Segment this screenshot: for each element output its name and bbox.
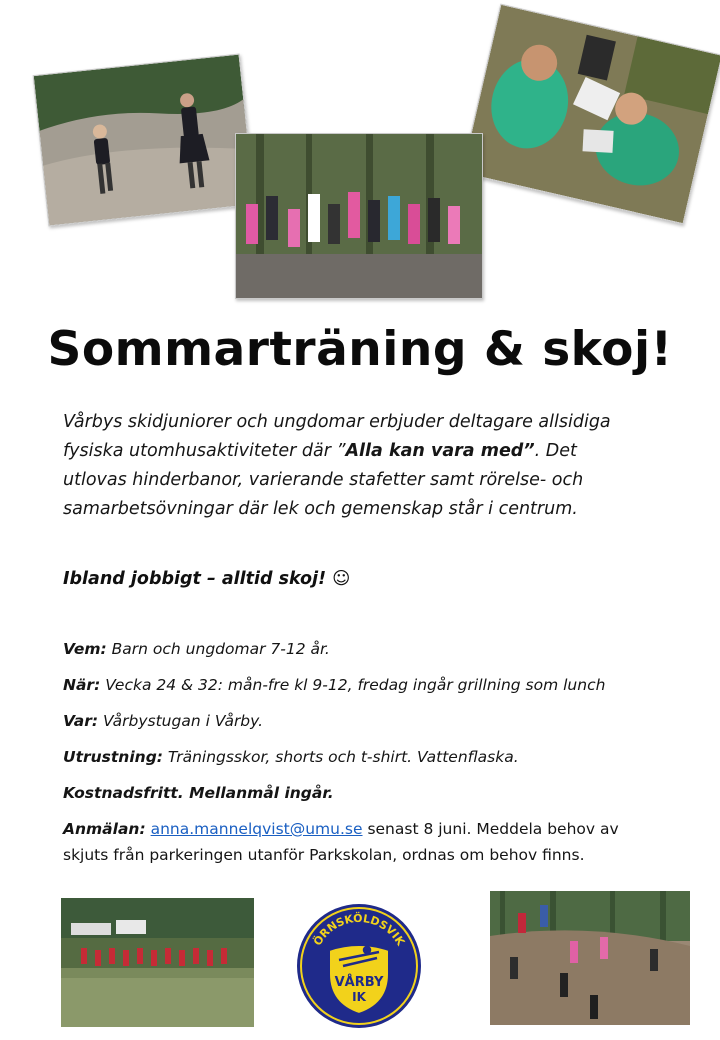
logo-club-line1: VÅRBY <box>334 975 384 990</box>
poster-title: Sommarträning & skoj! <box>47 322 673 377</box>
detail-cost: Kostnadsfritt. Mellanmål ingår. <box>63 784 334 802</box>
photo-group-jumping-in-forest <box>235 133 483 299</box>
tagline: Ibland jobbigt – alltid skoj! ☺ <box>63 569 351 589</box>
photo-kids-reading-map <box>461 4 720 225</box>
intro-emphasis: Alla kan vara med” <box>345 441 535 461</box>
detail-signup <box>63 820 619 838</box>
detail-who <box>63 640 330 658</box>
detail-equipment-label: Utrustning: <box>63 748 163 766</box>
detail-equipment <box>63 748 519 766</box>
detail-who-value: Barn och ungdomar 7-12 år. <box>106 640 330 658</box>
detail-signup-label: Anmälan: <box>63 820 146 838</box>
logo-top-text: ÖRNSKÖLDSVIK <box>310 911 408 948</box>
photo-kids-running-on-hill <box>33 54 256 227</box>
detail-where <box>63 712 263 730</box>
photo-kids-on-sandy-slope <box>490 891 690 1025</box>
logo-club-line2: IK <box>352 990 366 1004</box>
intro-paragraph <box>63 408 633 524</box>
photo-relay-race-on-field <box>61 898 254 1027</box>
detail-when-value: Vecka 24 & 32: mån-fre kl 9-12, fredag ingår grillning som lunch <box>100 676 606 694</box>
detail-when-label: När: <box>63 676 101 694</box>
detail-where-label: Var: <box>63 712 99 730</box>
club-logo <box>295 902 423 1030</box>
detail-where-value: Vårbystugan i Vårby. <box>98 712 264 730</box>
detail-signup-transport: skjuts från parkeringen utanför Parkskolan, ordnas om behov finns. <box>63 846 585 864</box>
detail-equipment-value: Träningsskor, shorts och t-shirt. Vattenflaska. <box>163 748 519 766</box>
intro-text-1: Vårbys skidjuniorer och ungdomar erbjuder deltagare allsidiga fysiska utomhusaktiviteter där ” <box>63 412 611 461</box>
intro-text-2: . Det utlovas hinderbanor, varierande stafetter samt rörelse- och samarbetsövningar där lek och gemenskap står i centrum. <box>63 441 584 519</box>
detail-signup-deadline: senast 8 juni. Meddela behov av <box>362 820 619 838</box>
detail-when <box>63 676 605 694</box>
detail-who-label: Vem: <box>63 640 107 658</box>
signup-email-link[interactable]: anna.mannelqvist@umu.se <box>150 820 363 838</box>
